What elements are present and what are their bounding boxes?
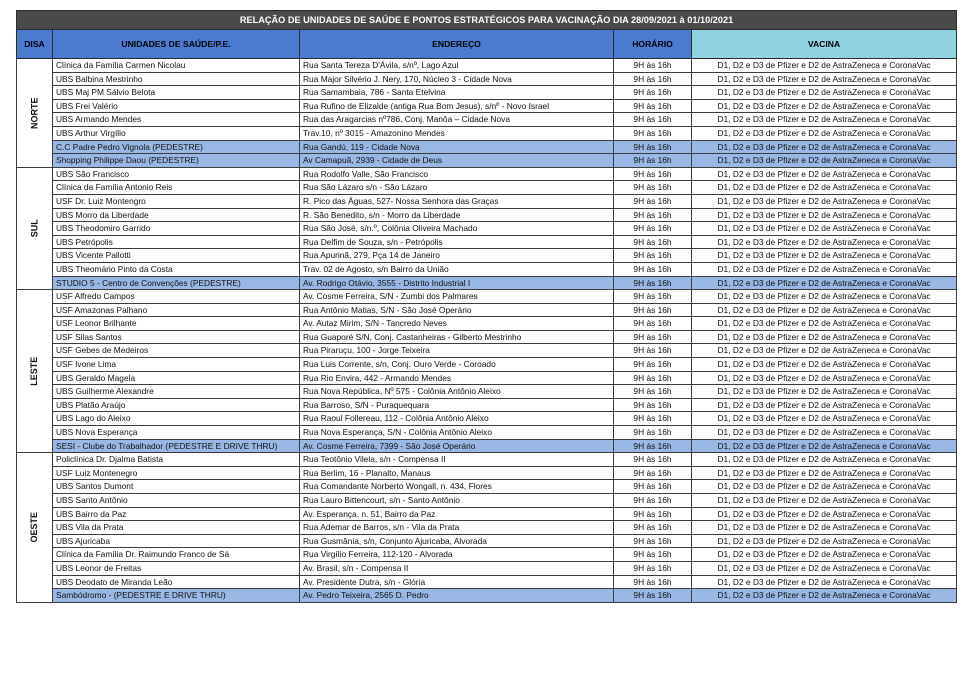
unidade-cell: USF Luiz Montenegro <box>53 466 300 480</box>
horario-cell: 9H às 16h <box>614 344 692 358</box>
vacina-cell: D1, D2 e D3 de Pfizer e D2 de AstraZeneca e CoronaVac <box>692 589 957 603</box>
table-row <box>17 371 957 385</box>
header-disa: DISA <box>17 30 53 59</box>
vaccination-table <box>16 10 957 603</box>
horario-cell: 9H às 16h <box>614 208 692 222</box>
horario-cell: 9H às 16h <box>614 290 692 304</box>
vacina-cell: D1, D2 e D3 de Pfizer e D2 de AstraZeneca e CoronaVac <box>692 358 957 372</box>
horario-cell: 9H às 16h <box>614 358 692 372</box>
horario-cell: 9H às 16h <box>614 494 692 508</box>
table-row <box>17 126 957 140</box>
vacina-cell: D1, D2 e D3 de Pfizer e D2 de AstraZeneca e CoronaVac <box>692 561 957 575</box>
table-row <box>17 548 957 562</box>
endereco-cell: Rua Major Silvério J. Nery, 170, Núcleo 3 - Cidade Nova <box>300 72 614 86</box>
disa-label: SUL <box>29 219 40 238</box>
horario-cell: 9H às 16h <box>614 426 692 440</box>
endereco-cell: Rua Raoul Follereau, 112 - Colônia Antônio Aleixo <box>300 412 614 426</box>
unidade-cell: UBS Arthur Virgílio <box>53 126 300 140</box>
endereco-cell: Av Camapuã, 2939 - Cidade de Deus <box>300 154 614 168</box>
unidade-cell: STUDIO 5 - Centro de Convenções (PEDESTRE) <box>53 276 300 290</box>
table-row <box>17 589 957 603</box>
horario-cell: 9H às 16h <box>614 167 692 181</box>
horario-cell: 9H às 16h <box>614 575 692 589</box>
unidade-cell: UBS Morro da Liberdade <box>53 208 300 222</box>
vacina-cell: D1, D2 e D3 de Pfizer e D2 de AstraZeneca e CoronaVac <box>692 72 957 86</box>
vacina-cell: D1, D2 e D3 de Pfizer e D2 de AstraZeneca e CoronaVac <box>692 208 957 222</box>
horario-cell: 9H às 16h <box>614 317 692 331</box>
table-row <box>17 507 957 521</box>
endereco-cell: Rua Luis Corrente, s/n, Conj. Ouro Verde - Coroado <box>300 358 614 372</box>
endereco-cell: Rua Virgílio Ferreira, 112-120 - Alvorada <box>300 548 614 562</box>
header-horario: HORÁRIO <box>614 30 692 59</box>
unidade-cell: UBS Leonor de Freitas <box>53 561 300 575</box>
table-row <box>17 113 957 127</box>
horario-cell: 9H às 16h <box>614 412 692 426</box>
vacina-cell: D1, D2 e D3 de Pfizer e D2 de AstraZeneca e CoronaVac <box>692 480 957 494</box>
disa-group-cell <box>17 59 53 168</box>
vacina-cell: D1, D2 e D3 de Pfizer e D2 de AstraZeneca e CoronaVac <box>692 412 957 426</box>
vacina-cell: D1, D2 e D3 de Pfizer e D2 de AstraZeneca e CoronaVac <box>692 521 957 535</box>
unidade-cell: UBS Theomário Pinto da Costa <box>53 262 300 276</box>
vacina-cell: D1, D2 e D3 de Pfizer e D2 de AstraZeneca e CoronaVac <box>692 167 957 181</box>
table-row <box>17 412 957 426</box>
horario-cell: 9H às 16h <box>614 194 692 208</box>
vacina-cell: D1, D2 e D3 de Pfizer e D2 de AstraZeneca e CoronaVac <box>692 548 957 562</box>
vacina-cell: D1, D2 e D3 de Pfizer e D2 de AstraZeneca e CoronaVac <box>692 317 957 331</box>
vacina-cell: D1, D2 e D3 de Pfizer e D2 de AstraZeneca e CoronaVac <box>692 222 957 236</box>
table-row <box>17 480 957 494</box>
header-vacina: VACINA <box>692 30 957 59</box>
unidade-cell: Clínica da Família Dr. Raimundo Franco de Sá <box>53 548 300 562</box>
vacina-cell: D1, D2 e D3 de Pfizer e D2 de AstraZeneca e CoronaVac <box>692 534 957 548</box>
unidade-cell: USF Alfredo Campos <box>53 290 300 304</box>
vacina-cell: D1, D2 e D3 de Pfizer e D2 de AstraZeneca e CoronaVac <box>692 126 957 140</box>
table-row <box>17 140 957 154</box>
unidade-cell: Shopping Philippe Daou (PEDESTRE) <box>53 154 300 168</box>
horario-cell: 9H às 16h <box>614 86 692 100</box>
table-row <box>17 521 957 535</box>
endereco-cell: Rua Delfim de Souza, s/n - Petrópolis <box>300 235 614 249</box>
header-unidades: UNIDADES DE SAÚDE/P.E. <box>53 30 300 59</box>
table-row <box>17 575 957 589</box>
unidade-cell: UBS Bairro da Paz <box>53 507 300 521</box>
unidade-cell: UBS Theodomiro Garrido <box>53 222 300 236</box>
vacina-cell: D1, D2 e D3 de Pfizer e D2 de AstraZeneca e CoronaVac <box>692 371 957 385</box>
unidade-cell: USF Dr. Luiz Montengro <box>53 194 300 208</box>
horario-cell: 9H às 16h <box>614 480 692 494</box>
horario-cell: 9H às 16h <box>614 99 692 113</box>
horario-cell: 9H às 16h <box>614 140 692 154</box>
unidade-cell: UBS Balbina Mestrinho <box>53 72 300 86</box>
table-row <box>17 439 957 453</box>
unidade-cell: USF Amazonas Palhano <box>53 303 300 317</box>
horario-cell: 9H às 16h <box>614 507 692 521</box>
vacina-cell: D1, D2 e D3 de Pfizer e D2 de AstraZeneca e CoronaVac <box>692 507 957 521</box>
horario-cell: 9H às 16h <box>614 371 692 385</box>
table-row <box>17 385 957 399</box>
horario-cell: 9H às 16h <box>614 222 692 236</box>
header-row <box>17 30 957 59</box>
table-row <box>17 235 957 249</box>
vacina-cell: D1, D2 e D3 de Pfizer e D2 de AstraZeneca e CoronaVac <box>692 113 957 127</box>
endereco-cell: Rua Guaporé S/N, Conj. Castanheiras - Gilberto Mestrinho <box>300 330 614 344</box>
horario-cell: 9H às 16h <box>614 303 692 317</box>
unidade-cell: USF Silas Santos <box>53 330 300 344</box>
table-row <box>17 494 957 508</box>
table-row <box>17 99 957 113</box>
horario-cell: 9H às 16h <box>614 398 692 412</box>
table-row <box>17 72 957 86</box>
vacina-cell: D1, D2 e D3 de Pfizer e D2 de AstraZeneca e CoronaVac <box>692 99 957 113</box>
unidade-cell: UBS Nova Esperança <box>53 426 300 440</box>
horario-cell: 9H às 16h <box>614 385 692 399</box>
endereco-cell: Trav.10, nº 3015 - Amazonino Mendes <box>300 126 614 140</box>
unidade-cell: C.C Padre Pedro Vignola (PEDESTRE) <box>53 140 300 154</box>
table-row <box>17 453 957 467</box>
horario-cell: 9H às 16h <box>614 235 692 249</box>
vacina-cell: D1, D2 e D3 de Pfizer e D2 de AstraZeneca e CoronaVac <box>692 398 957 412</box>
horario-cell: 9H às 16h <box>614 59 692 73</box>
unidade-cell: UBS Platão Araújo <box>53 398 300 412</box>
horario-cell: 9H às 16h <box>614 72 692 86</box>
unidade-cell: UBS Armando Mendes <box>53 113 300 127</box>
endereco-cell: Rua Rufino de Elizalde (antiga Rua Bom Jesus), s/nº - Novo Israel <box>300 99 614 113</box>
disa-group-cell <box>17 453 53 603</box>
unidade-cell: Policlínica Dr. Djalma Batista <box>53 453 300 467</box>
unidade-cell: USF Gebes de Medeiros <box>53 344 300 358</box>
vacina-cell: D1, D2 e D3 de Pfizer e D2 de AstraZeneca e CoronaVac <box>692 59 957 73</box>
vacina-cell: D1, D2 e D3 de Pfizer e D2 de AstraZeneca e CoronaVac <box>692 575 957 589</box>
horario-cell: 9H às 16h <box>614 262 692 276</box>
endereco-cell: Rua Berlim, 16 - Planalto, Manaus <box>300 466 614 480</box>
endereco-cell: Rua Comandante Norberto Wongall, n. 434, Flores <box>300 480 614 494</box>
vacina-cell: D1, D2 e D3 de Pfizer e D2 de AstraZeneca e CoronaVac <box>692 426 957 440</box>
unidade-cell: UBS Petrópolis <box>53 235 300 249</box>
horario-cell: 9H às 16h <box>614 561 692 575</box>
header-endereco: ENDEREÇO <box>300 30 614 59</box>
horario-cell: 9H às 16h <box>614 113 692 127</box>
unidade-cell: Clínica da Família Antonio Reis <box>53 181 300 195</box>
unidade-cell: UBS Ajuricaba <box>53 534 300 548</box>
endereco-cell: Av. Brasil, s/n - Compensa II <box>300 561 614 575</box>
vacina-cell: D1, D2 e D3 de Pfizer e D2 de AstraZeneca e CoronaVac <box>692 303 957 317</box>
endereco-cell: Rua das Aragarcias nº786, Conj. Manôa – Cidade Nova <box>300 113 614 127</box>
unidade-cell: UBS Santo Antônio <box>53 494 300 508</box>
horario-cell: 9H às 16h <box>614 181 692 195</box>
unidade-cell: Clínica da Família Carmen Nicolau <box>53 59 300 73</box>
horario-cell: 9H às 16h <box>614 249 692 263</box>
table-row <box>17 276 957 290</box>
unidade-cell: SESI - Clube do Trabalhador (PEDESTRE E DRIVE THRU) <box>53 439 300 453</box>
vacina-cell: D1, D2 e D3 de Pfizer e D2 de AstraZeneca e CoronaVac <box>692 290 957 304</box>
endereco-cell: Av. Rodrigo Otávio, 3555 - Distrito Industrial I <box>300 276 614 290</box>
endereco-cell: Rua Apurinã, 279, Pça 14 de Janeiro <box>300 249 614 263</box>
horario-cell: 9H às 16h <box>614 439 692 453</box>
horario-cell: 9H às 16h <box>614 534 692 548</box>
table-row <box>17 561 957 575</box>
vacina-cell: D1, D2 e D3 de Pfizer e D2 de AstraZeneca e CoronaVac <box>692 344 957 358</box>
sheet-title: RELAÇÃO DE UNIDADES DE SAÚDE E PONTOS ESTRATÉGICOS PARA VACINAÇÃO DIA 28/09/2021 à 01/10/2021 <box>17 11 957 30</box>
endereco-cell: Rua Samambaia, 786 - Santa Etelvina <box>300 86 614 100</box>
vacina-cell: D1, D2 e D3 de Pfizer e D2 de AstraZeneca e CoronaVac <box>692 181 957 195</box>
table-row <box>17 59 957 73</box>
unidade-cell: UBS Maj PM Sálvio Belota <box>53 86 300 100</box>
vacina-cell: D1, D2 e D3 de Pfizer e D2 de AstraZeneca e CoronaVac <box>692 494 957 508</box>
vacina-cell: D1, D2 e D3 de Pfizer e D2 de AstraZeneca e CoronaVac <box>692 276 957 290</box>
unidade-cell: UBS Santos Dumont <box>53 480 300 494</box>
endereco-cell: Trav. 02 de Agosto, s/n Bairro da União <box>300 262 614 276</box>
endereco-cell: Rua Teotônio Vilela, s/n - Compensa II <box>300 453 614 467</box>
table-row <box>17 208 957 222</box>
endereco-cell: R. Pico das Águas, 527- Nossa Senhora das Graças <box>300 194 614 208</box>
table-row <box>17 358 957 372</box>
endereco-cell: Rua Gusmânia, s/n, Conjunto Ajuricaba, Alvorada <box>300 534 614 548</box>
endereco-cell: Rua Rio Envira, 442 - Armando Mendes <box>300 371 614 385</box>
endereco-cell: Rua Lauro Bittencourt, s/n - Santo Antônio <box>300 494 614 508</box>
table-row <box>17 249 957 263</box>
vacina-cell: D1, D2 e D3 de Pfizer e D2 de AstraZeneca e CoronaVac <box>692 194 957 208</box>
table-row <box>17 154 957 168</box>
horario-cell: 9H às 16h <box>614 126 692 140</box>
table-row <box>17 181 957 195</box>
unidade-cell: UBS Frei Valério <box>53 99 300 113</box>
endereco-cell: Av. Presidente Dutra, s/n - Glória <box>300 575 614 589</box>
unidade-cell: UBS Guilherme Alexandre <box>53 385 300 399</box>
disa-label: OESTE <box>29 512 40 543</box>
endereco-cell: Av. Cosme Ferreira, 7399 - São José Operário <box>300 439 614 453</box>
vacina-cell: D1, D2 e D3 de Pfizer e D2 de AstraZeneca e CoronaVac <box>692 249 957 263</box>
disa-group-cell <box>17 290 53 453</box>
table-row <box>17 262 957 276</box>
table-row <box>17 167 957 181</box>
table-row <box>17 466 957 480</box>
endereco-cell: Rua Ademar de Barros, s/n - Vila da Prata <box>300 521 614 535</box>
endereco-cell: Rua Antônio Matias, S/N - São José Operário <box>300 303 614 317</box>
endereco-cell: Rua Piraruçu, 100 - Jorge Teixeira <box>300 344 614 358</box>
table-row <box>17 398 957 412</box>
vacina-cell: D1, D2 e D3 de Pfizer e D2 de AstraZeneca e CoronaVac <box>692 154 957 168</box>
horario-cell: 9H às 16h <box>614 589 692 603</box>
table-row <box>17 303 957 317</box>
endereco-cell: Av. Cosme Ferreira, S/N - Zumbi dos Palmares <box>300 290 614 304</box>
unidade-cell: UBS Geraldo Magela <box>53 371 300 385</box>
vacina-cell: D1, D2 e D3 de Pfizer e D2 de AstraZeneca e CoronaVac <box>692 86 957 100</box>
unidade-cell: USF Leonor Brilhante <box>53 317 300 331</box>
endereco-cell: Rua Gandú, 119 - Cidade Nova <box>300 140 614 154</box>
vacina-cell: D1, D2 e D3 de Pfizer e D2 de AstraZeneca e CoronaVac <box>692 385 957 399</box>
endereco-cell: Rua Nova República, Nº 575 - Colônia Antônio Aleixo <box>300 385 614 399</box>
endereco-cell: R. São Benedito, s/n - Morro da Liberdade <box>300 208 614 222</box>
endereco-cell: Rua Nova Esperança, S/N - Colônia Antônio Aleixo <box>300 426 614 440</box>
disa-group-cell <box>17 167 53 289</box>
endereco-cell: Rua Rodolfo Valle, São Francisco <box>300 167 614 181</box>
endereco-cell: Rua Santa Tereza D'Ávila, s/nº, Lago Azul <box>300 59 614 73</box>
unidade-cell: UBS São Francisco <box>53 167 300 181</box>
title-row <box>17 11 957 30</box>
unidade-cell: Sambódromo - (PEDESTRE E DRIVE THRU) <box>53 589 300 603</box>
horario-cell: 9H às 16h <box>614 466 692 480</box>
disa-label: NORTE <box>29 97 40 129</box>
unidade-cell: UBS Deodato de Miranda Leão <box>53 575 300 589</box>
horario-cell: 9H às 16h <box>614 548 692 562</box>
vacina-cell: D1, D2 e D3 de Pfizer e D2 de AstraZeneca e CoronaVac <box>692 262 957 276</box>
table-row <box>17 222 957 236</box>
vacina-cell: D1, D2 e D3 de Pfizer e D2 de AstraZeneca e CoronaVac <box>692 140 957 154</box>
horario-cell: 9H às 16h <box>614 521 692 535</box>
horario-cell: 9H às 16h <box>614 276 692 290</box>
endereco-cell: Rua São Lázaro s/n - São Lázaro <box>300 181 614 195</box>
disa-label: LESTE <box>29 356 40 386</box>
horario-cell: 9H às 16h <box>614 330 692 344</box>
endereco-cell: Av. Pedro Teixeira, 2565 D. Pedro <box>300 589 614 603</box>
vacina-cell: D1, D2 e D3 de Pfizer e D2 de AstraZeneca e CoronaVac <box>692 439 957 453</box>
table-row <box>17 426 957 440</box>
table-row <box>17 534 957 548</box>
vacina-cell: D1, D2 e D3 de Pfizer e D2 de AstraZeneca e CoronaVac <box>692 453 957 467</box>
table-row <box>17 194 957 208</box>
endereco-cell: Rua Barroso, S/N - Puraquequara <box>300 398 614 412</box>
horario-cell: 9H às 16h <box>614 453 692 467</box>
vacina-cell: D1, D2 e D3 de Pfizer e D2 de AstraZeneca e CoronaVac <box>692 330 957 344</box>
unidade-cell: UBS Vila da Prata <box>53 521 300 535</box>
table-row <box>17 290 957 304</box>
table-row <box>17 317 957 331</box>
endereco-cell: Rua São José, s/n.º, Colônia Oliveira Machado <box>300 222 614 236</box>
endereco-cell: Av. Esperança, n. 51, Bairro da Paz <box>300 507 614 521</box>
endereco-cell: Av. Autaz Mirim, S/N - Tancredo Neves <box>300 317 614 331</box>
vaccination-sheet <box>16 10 956 603</box>
unidade-cell: UBS Lago do Aleixo <box>53 412 300 426</box>
vacina-cell: D1, D2 e D3 de Pfizer e D2 de AstraZeneca e CoronaVac <box>692 466 957 480</box>
vacina-cell: D1, D2 e D3 de Pfizer e D2 de AstraZeneca e CoronaVac <box>692 235 957 249</box>
table-row <box>17 86 957 100</box>
horario-cell: 9H às 16h <box>614 154 692 168</box>
table-row <box>17 330 957 344</box>
table-row <box>17 344 957 358</box>
unidade-cell: USF Ivone Lima <box>53 358 300 372</box>
unidade-cell: UBS Vicente Pallotti <box>53 249 300 263</box>
